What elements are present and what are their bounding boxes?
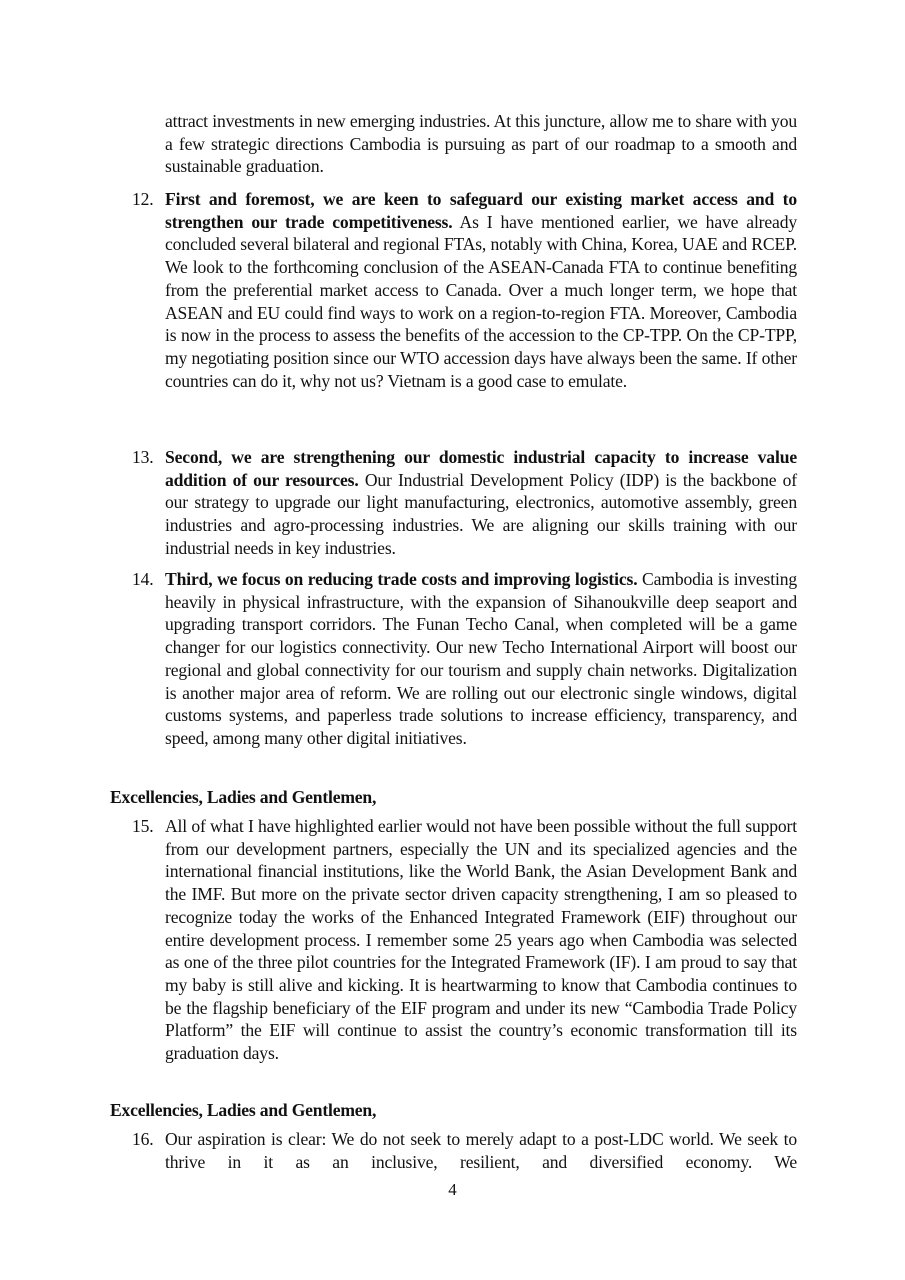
page-number: 4	[448, 1180, 457, 1199]
paragraph-lead: First and foremost, we are keen to safeguard our existing market access and to strengthen our trade competitiveness.	[165, 189, 797, 232]
paragraph-lead: Second, we are strengthening our domestic industrial capacity to increase value addition of our resources.	[165, 447, 797, 490]
paragraph-text: All of what I have highlighted earlier would not have been possible without the full support from our development partners, especially the UN and its specialized agencies and the international financial institutions, like the World Bank, the Asian Development Bank and the IMF. But more on the private sector driven capacity strengthening, I am so pleased to recognize today the works of the Enhanced Integrated Framework (EIF) throughout our entire development process. I remember some 25 years ago when Cambodia was selected as one of the three pilot countries for the Integrated Framework (IF). I am proud to say that my baby is still alive and kicking. It is heartwarming to know that Cambodia continues to be the flagship beneficiary of the EIF program and under its new “Cambodia Trade Policy Platform” the EIF will continue to assist the country’s economic transformation till its graduation days.	[165, 816, 797, 1064]
paragraph-number: 16.	[132, 1129, 154, 1149]
paragraph-text: Our aspiration is clear: We do not seek to merely adapt to a post-LDC world. We seek to thrive in it as an inclusive, resilient, and diversified economy. We	[165, 1129, 797, 1172]
paragraph-text: Cambodia is investing heavily in physical infrastructure, with the expansion of Sihanoukville deep seaport and upgrading transport corridors. The Funan Techo Canal, when completed will be a game changer for our logistics connectivity. Our new Techo International Airport will boost our regional and global connectivity for our tourism and supply chain networks. Digitalization is another major area of reform. We are rolling out our electronic single windows, digital customs systems, and paperless trade solutions to increase efficiency, transparency, and speed, among many other digital initiatives.	[165, 569, 797, 748]
paragraph-lead: Third, we focus on reducing trade costs and improving logistics.	[165, 569, 638, 589]
paragraph-continuation	[165, 110, 797, 178]
paragraph-text: attract investments in new emerging industries. At this juncture, allow me to share with you a few strategic directions Cambodia is pursuing as part of our roadmap to a smooth and sustainable graduation.	[165, 111, 797, 177]
paragraph-text: Our Industrial Development Policy (IDP) is the backbone of our strategy to upgrade our light manufacturing, electronics, automotive assembly, green industries and agro-processing industries. We are aligning our skills training with our industrial needs in key industries.	[165, 469, 797, 558]
paragraph-13	[132, 446, 797, 560]
paragraph-text: As I have mentioned earlier, we have already concluded several bilateral and regional FTAs, notably with China, Korea, UAE and RCEP. We look to the forthcoming conclusion of the ASEAN-Canada FTA to continue benefiting from the preferential market access to Canada. Over a much longer term, we hope that ASEAN and EU could find ways to work on a region-to-region FTA. Moreover, Cambodia is now in the process to assess the benefits of the accession to the CP-TPP. On the CP-TPP, my negotiating position since our WTO accession days have always been the same. If other countries can do it, why not us? Vietnam is a good case to emulate.	[165, 211, 798, 391]
paragraph-16	[132, 1128, 797, 1173]
paragraph-number: 14.	[132, 569, 154, 589]
paragraph-15	[132, 815, 797, 1065]
salutation-heading: Excellencies, Ladies and Gentlemen,	[110, 787, 377, 807]
paragraph-14	[132, 568, 797, 750]
salutation-heading: Excellencies, Ladies and Gentlemen,	[110, 1100, 377, 1120]
paragraph-number: 12.	[132, 189, 154, 209]
paragraph-12	[132, 188, 798, 392]
paragraph-number: 13.	[132, 447, 154, 467]
paragraph-number: 15.	[132, 816, 154, 836]
